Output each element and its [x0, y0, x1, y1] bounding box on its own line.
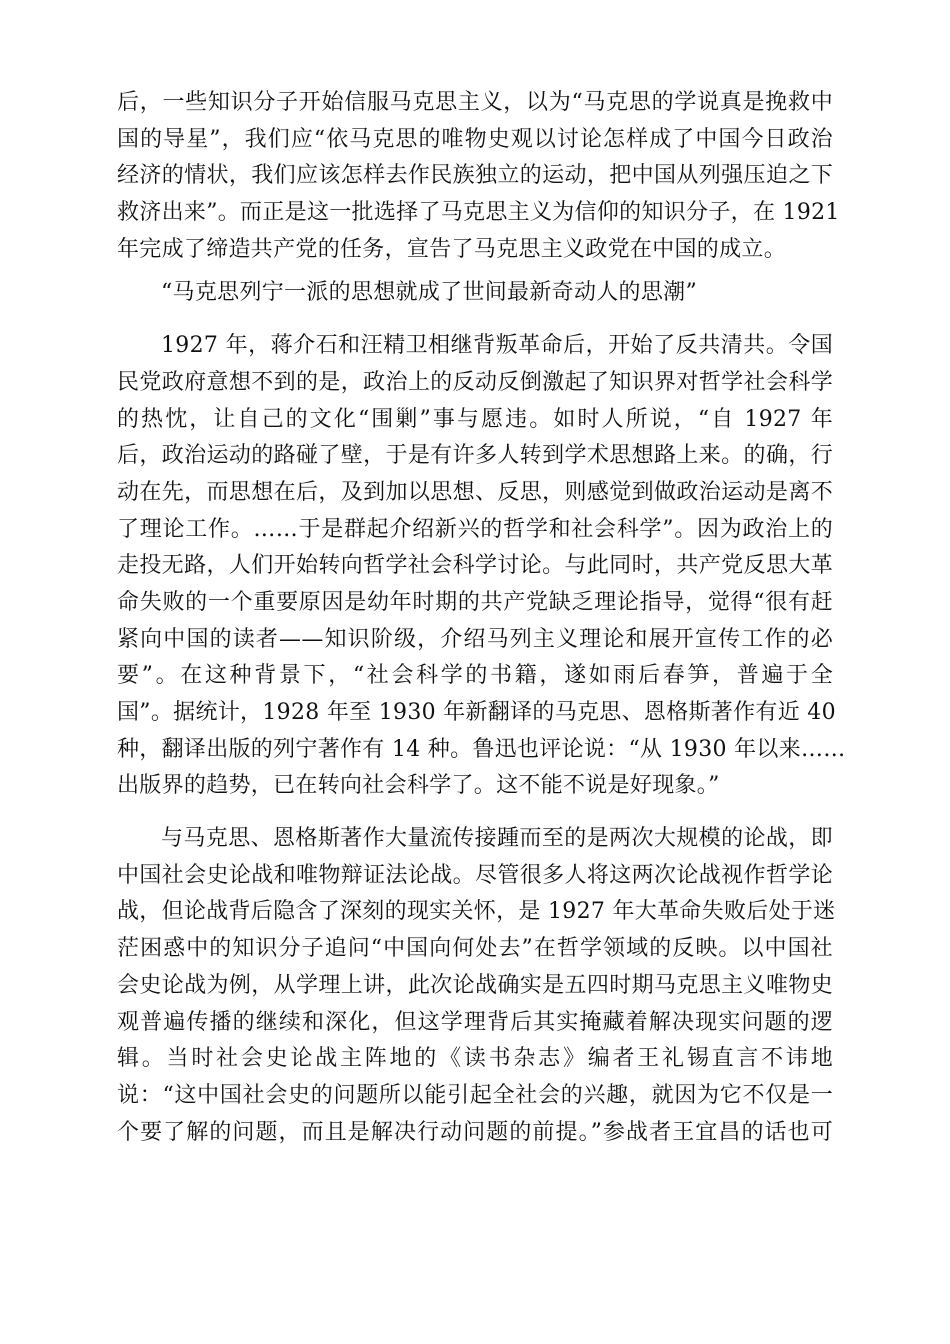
- document-page: [117, 85, 846, 1151]
- text-line: 命失败的一个重要原因是幼年时期的共产党缺乏理论指导，觉得“很有赶: [117, 589, 833, 615]
- text-line: 中国社会史论战和唯物辩证法论战。尽管很多人将这两次论战视作哲学论: [117, 862, 833, 888]
- text-line: 要”。在这种背景下，“社会科学的书籍，遂如雨后春笋，普遍于全: [117, 663, 833, 689]
- text-line: 会史论战为例，从学理上讲，此次论战确实是五四时期马克思主义唯物史: [117, 972, 833, 998]
- section-heading: “马克思列宁一派的思想就成了世间最新奇动人的思潮”: [161, 280, 697, 306]
- text-line: 1927 年，蒋介石和汪精卫相继背叛革命后，开始了反共清共。令国: [161, 333, 833, 359]
- text-line: 走投无路，人们开始转向哲学社会科学讨论。与此同时，共产党反思大革: [117, 553, 833, 579]
- text-line: 个要了解的问题，而且是解决行动问题的前提。”参战者王宜昌的话也可: [117, 1119, 833, 1145]
- text-line: 救济出来”。而正是这一批选择了马克思主义为信仰的知识分子，在 1921: [117, 200, 840, 226]
- text-line: 紧向中国的读者——知识阶级，介绍马列主义理论和展开宣传工作的必: [117, 626, 833, 652]
- text-line: 与马克思、恩格斯著作大量流传接踵而至的是两次大规模的论战，即: [161, 826, 833, 852]
- paragraph-debates: [117, 821, 836, 1151]
- text-line: 经济的情状，我们应该怎样去作民族独立的运动，把中国从列强压迫之下: [117, 163, 833, 189]
- text-line: 国的导星”，我们应“依马克思的唯物史观以讨论怎样成了中国今日政治: [117, 126, 833, 152]
- text-line: 后，一些知识分子开始信服马克思主义，以为“马克思的学说真是挽救中: [117, 90, 833, 115]
- paragraph-1927: [117, 328, 846, 805]
- text-line: 民党政府意想不到的是，政治上的反动反倒激起了知识界对哲学社会科学: [117, 369, 833, 395]
- text-line: 了理论工作。……于是群起介绍新兴的哲学和社会科学”。因为政治上的: [117, 516, 833, 542]
- text-line: 说：“这中国社会史的问题所以能引起全社会的兴趣，就因为它不仅是一: [117, 1082, 833, 1108]
- text-line: 辑。当时社会史论战主阵地的《读书杂志》编者王礼锡直言不讳地: [117, 1046, 833, 1072]
- text-line: 国”。据统计，1928 年至 1930 年新翻译的马克思、恩格斯著作有近 40: [117, 700, 836, 725]
- paragraph-spacer: [117, 805, 833, 821]
- text-line: 观普遍传播的继续和深化，但这学理背后其实掩藏着解决现实问题的逻: [117, 1009, 833, 1035]
- text-line: 年完成了缔造共产党的任务，宣告了马克思主义政党在中国的成立。: [117, 236, 787, 262]
- text-line: 战，但论战背后隐含了深刻的现实关怀，是 1927 年大革命失败后处于迷: [117, 899, 836, 925]
- text-line: 种，翻译出版的列宁著作有 14 种。鲁迅也评论说：“从 1930 年以来……: [117, 736, 846, 762]
- text-line: 的热忱，让自己的文化“围剿”事与愿违。如时人所说，“自 1927 年: [117, 406, 833, 432]
- text-line: 后，政治运动的路碰了壁，于是有许多人转到学术思想路上来。的确，行: [117, 443, 833, 469]
- text-line: 出版界的趋势，已在转向社会科学了。这不能不说是好现象。”: [117, 773, 720, 799]
- text-line: 茫困惑中的知识分子追问“中国向何处去”在哲学领域的反映。以中国社: [117, 936, 833, 962]
- text-line: 动在先，而思想在后，及到加以思想、反思，则感觉到做政治运动是离不: [117, 479, 833, 505]
- paragraph-intro: [117, 85, 840, 268]
